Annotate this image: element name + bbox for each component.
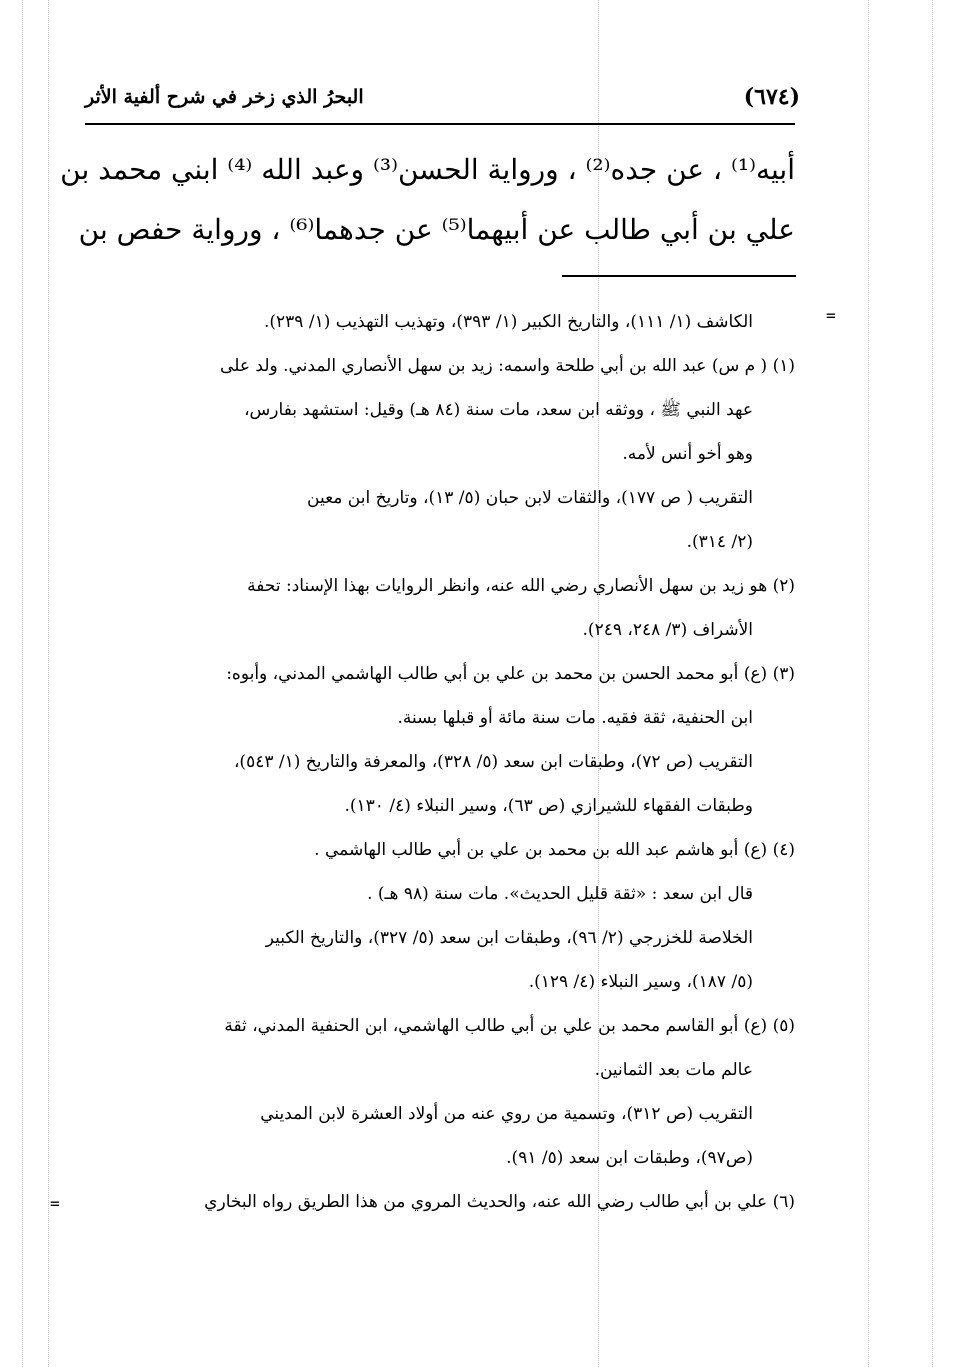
footnote-5-line: عالم مات بعد الثمانين. xyxy=(594,1060,753,1080)
footnotes xyxy=(85,300,795,1224)
scan-guide-line xyxy=(932,0,934,1367)
footnote-1-line: (٢/ ٣١٤). xyxy=(686,532,753,552)
footnote-1-line: وهو أخو أنس لأمه. xyxy=(622,444,753,464)
footnote-3: (٣) (ع) أبو محمد الحسن بن محمد بن علي بن أبي طالب الهاشمي المدني، وأبوه: xyxy=(226,664,795,684)
footnote-3-line: التقريب (ص ٧٢)، وطبقات ابن سعد (٥/ ٣٢٨)، والمعرفة والتاريخ (١/ ٥٤٣)، xyxy=(233,752,753,772)
main-text xyxy=(60,140,795,260)
footnote-separator xyxy=(562,275,796,277)
footnote-5: (٥) (ع) أبو القاسم محمد بن علي بن أبي طالب الهاشمي، ابن الحنفية المدني، ثقة xyxy=(224,1016,795,1036)
page-number: (٦٧٤) xyxy=(743,84,800,110)
margin-mark: = xyxy=(50,1194,60,1213)
footnote-1: (١) ( م س) عبد الله بن أبي طلحة واسمه: زيد بن سهل الأنصاري المدني. ولد على xyxy=(220,356,795,376)
main-text-line: علي بن أبي طالب عن أبيهما⁽⁵⁾ عن جدهما⁽⁶⁾ ، ورواية حفص بن xyxy=(78,213,795,246)
footnote-4-line: (٥/ ١٨٧)، وسير النبلاء (٤/ ١٢٩). xyxy=(528,972,753,992)
footnote-5-line: التقريب (ص ٣١٢)، وتسمية من روي عنه من أولاد العشرة لابن المديني xyxy=(260,1104,753,1124)
footnote-4: (٤) (ع) أبو هاشم عبد الله بن محمد بن علي بن أبي طالب الهاشمي . xyxy=(314,840,795,860)
header-rule xyxy=(85,123,795,125)
scan-guide-line xyxy=(868,0,870,1367)
footnote-3-line: ابن الحنفية، ثقة فقيه. مات سنة مائة أو قبلها بسنة. xyxy=(397,708,753,728)
footnote-6: (٦) علي بن أبي طالب رضي الله عنه، والحديث المروي من هذا الطريق رواه البخاري xyxy=(204,1192,795,1212)
margin-mark: = xyxy=(826,306,836,325)
footnote-2: (٢) هو زيد بن سهل الأنصاري رضي الله عنه، وانظر الروايات بهذا الإسناد: تحفة xyxy=(247,576,795,596)
footnote-2-line: الأشراف (٣/ ٢٤٨، ٢٤٩). xyxy=(582,620,753,640)
main-text-line: أبيه⁽¹⁾ ، عن جده⁽²⁾ ، ورواية الحسن⁽³⁾ وعبد الله ⁽⁴⁾ ابني محمد بن xyxy=(60,153,795,186)
footnote-continuation: الكاشف (١/ ١١١)، والتاريخ الكبير (١/ ٣٩٣)، وتهذيب التهذيب (١/ ٢٣٩). xyxy=(263,312,753,332)
scan-guide-line xyxy=(22,0,24,1367)
footnote-1-line: التقريب ( ص ١٧٧)، والثقات لابن حبان (٥/ ١٣)، وتاريخ ابن معين xyxy=(307,488,753,508)
footnote-5-line: (ص٩٧)، وطبقات ابن سعد (٥/ ٩١). xyxy=(506,1148,753,1168)
scan-guide-line xyxy=(48,0,50,1367)
footnote-4-line: قال ابن سعد : «ثقة قليل الحديث». مات سنة (٩٨ هـ) . xyxy=(367,884,753,904)
footnote-4-line: الخلاصة للخزرجي (٢/ ٩٦)، وطبقات ابن سعد (٥/ ٣٢٧)، والتاريخ الكبير xyxy=(265,928,753,948)
footnote-1-line: عهد النبي ﷺ ، ووثقه ابن سعد، مات سنة (٨٤ هـ) وقيل: استشهد بفارس، xyxy=(244,400,753,420)
running-title: البحرُ الذي زخر في شرح ألفية الأثر xyxy=(85,86,364,108)
footnote-3-line: وطبقات الفقهاء للشيرازي (ص ٦٣)، وسير النبلاء (٤/ ١٣٠). xyxy=(344,796,753,816)
